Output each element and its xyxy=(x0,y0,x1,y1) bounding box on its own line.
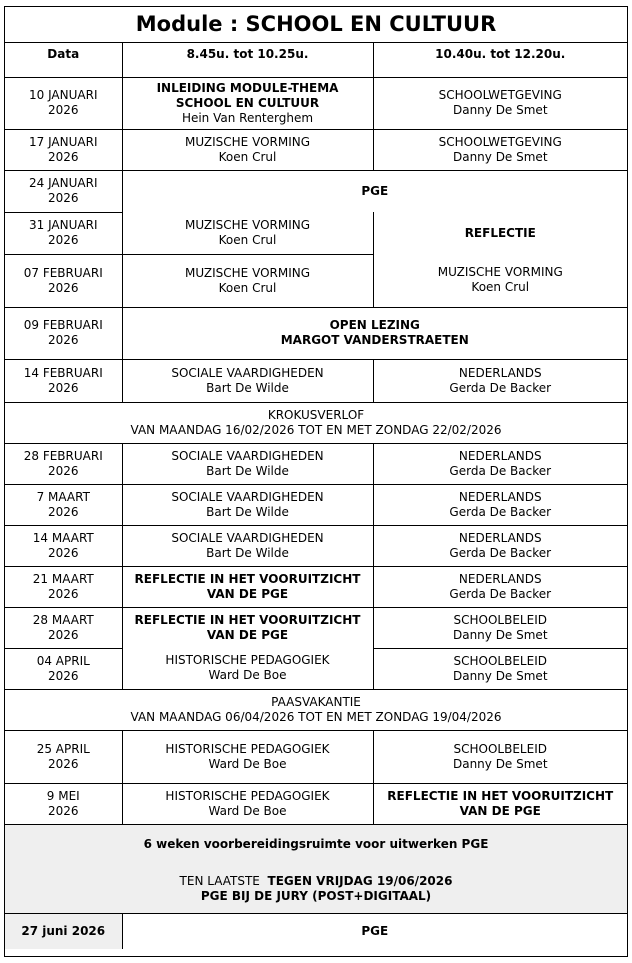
row-slot2: SCHOOLWETGEVING Danny De Smet xyxy=(373,77,627,129)
row-slot2: NEDERLANDS Gerda De Backer xyxy=(373,525,627,566)
table-row xyxy=(5,484,627,525)
header-slot1: 8.45u. tot 10.25u. xyxy=(122,42,373,77)
notes-line3: PGE BIJ DE JURY (POST+DIGITAAL) xyxy=(200,888,432,903)
header-slot2: 10.40u. tot 12.20u. xyxy=(373,42,627,77)
row-slot1: HISTORISCHE PEDAGOGIEK Ward De Boe xyxy=(122,648,373,689)
row-slot2: NEDERLANDS Gerda De Backer xyxy=(373,443,627,484)
final-date: 27 juni 2026 xyxy=(5,913,122,949)
row-date: 17 JANUARI 2026 xyxy=(5,129,122,170)
header-date: Data xyxy=(5,42,122,77)
row-date: 25 APRIL 2026 xyxy=(5,730,122,783)
table-row xyxy=(5,359,627,402)
table-row xyxy=(5,607,627,648)
row-date: 28 FEBRUARI 2026 xyxy=(5,443,122,484)
table-row xyxy=(5,525,627,566)
row-slot1: MUZISCHE VORMING Koen Crul xyxy=(122,212,373,254)
row-slot1: MUZISCHE VORMING Koen Crul xyxy=(122,129,373,170)
row-slot2: NEDERLANDS Gerda De Backer xyxy=(373,566,627,607)
table-row xyxy=(5,566,627,607)
row-merged: OPEN LEZING MARGOT VANDERSTRAETEN xyxy=(122,307,627,359)
notes-line2: TEN LAATSTE TEGEN VRIJDAG 19/06/2026 xyxy=(179,873,453,888)
table-row xyxy=(5,443,627,484)
holiday-row xyxy=(5,402,627,443)
page-title: Module : SCHOOL EN CULTUUR xyxy=(5,7,627,42)
table-row xyxy=(5,254,627,307)
table-row xyxy=(5,170,627,212)
row-slot2: REFLECTIE xyxy=(373,212,627,254)
holiday-row xyxy=(5,689,627,730)
row-slot2: SCHOOLWETGEVING Danny De Smet xyxy=(373,129,627,170)
table-row xyxy=(5,783,627,824)
row-date: 21 MAART 2026 xyxy=(5,566,122,607)
row-slot1: REFLECTIE IN HET VOORUITZICHT VAN DE PGE xyxy=(122,566,373,607)
row-slot1: INLEIDING MODULE-THEMA SCHOOL EN CULTUUR Hein Van Renterghem xyxy=(122,77,373,129)
schedule-table xyxy=(5,7,627,949)
row-slot1: HISTORISCHE PEDAGOGIEK Ward De Boe xyxy=(122,783,373,824)
table-row xyxy=(5,307,627,359)
row-date: 31 JANUARI 2026 xyxy=(5,212,122,254)
row-date: 9 MEI 2026 xyxy=(5,783,122,824)
row-slot1: MUZISCHE VORMING Koen Crul xyxy=(122,254,373,307)
row-date: 04 APRIL 2026 xyxy=(5,648,122,689)
final-label: PGE xyxy=(122,913,627,949)
row-slot1: REFLECTIE IN HET VOORUITZICHT VAN DE PGE xyxy=(122,607,373,648)
table-row xyxy=(5,648,627,689)
row-date: 07 FEBRUARI 2026 xyxy=(5,254,122,307)
notes-cell xyxy=(5,824,627,913)
row-slot2: SCHOOLBELEID Danny De Smet xyxy=(373,648,627,689)
final-row xyxy=(5,913,627,949)
table-row xyxy=(5,730,627,783)
row-merged: PGE xyxy=(122,170,627,212)
row-date: 24 JANUARI 2026 xyxy=(5,170,122,212)
notes-row xyxy=(5,824,627,913)
row-slot2: MUZISCHE VORMING Koen Crul xyxy=(373,254,627,307)
row-date: 7 MAART 2026 xyxy=(5,484,122,525)
row-date: 14 FEBRUARI 2026 xyxy=(5,359,122,402)
row-slot2: SCHOOLBELEID Danny De Smet xyxy=(373,607,627,648)
row-slot1: SOCIALE VAARDIGHEDEN Bart De Wilde xyxy=(122,359,373,402)
row-slot1: SOCIALE VAARDIGHEDEN Bart De Wilde xyxy=(122,484,373,525)
holiday-cell: PAASVAKANTIE VAN MAANDAG 06/04/2026 TOT EN MET ZONDAG 19/04/2026 xyxy=(5,689,627,730)
schedule-document xyxy=(4,6,628,957)
row-date: 14 MAART 2026 xyxy=(5,525,122,566)
row-slot2: NEDERLANDS Gerda De Backer xyxy=(373,484,627,525)
row-date: 09 FEBRUARI 2026 xyxy=(5,307,122,359)
table-row xyxy=(5,129,627,170)
row-slot1: SOCIALE VAARDIGHEDEN Bart De Wilde xyxy=(122,525,373,566)
table-row xyxy=(5,212,627,254)
row-slot1: HISTORISCHE PEDAGOGIEK Ward De Boe xyxy=(122,730,373,783)
row-slot2: SCHOOLBELEID Danny De Smet xyxy=(373,730,627,783)
row-slot2: REFLECTIE IN HET VOORUITZICHT VAN DE PGE xyxy=(373,783,627,824)
holiday-cell: KROKUSVERLOF VAN MAANDAG 16/02/2026 TOT EN MET ZONDAG 22/02/2026 xyxy=(5,402,627,443)
notes-line1: 6 weken voorbereidingsruimte voor uitwerken PGE xyxy=(143,836,489,851)
row-slot1: SOCIALE VAARDIGHEDEN Bart De Wilde xyxy=(122,443,373,484)
row-date: 28 MAART 2026 xyxy=(5,607,122,648)
row-date: 10 JANUARI 2026 xyxy=(5,77,122,129)
table-row xyxy=(5,77,627,129)
row-slot2: NEDERLANDS Gerda De Backer xyxy=(373,359,627,402)
